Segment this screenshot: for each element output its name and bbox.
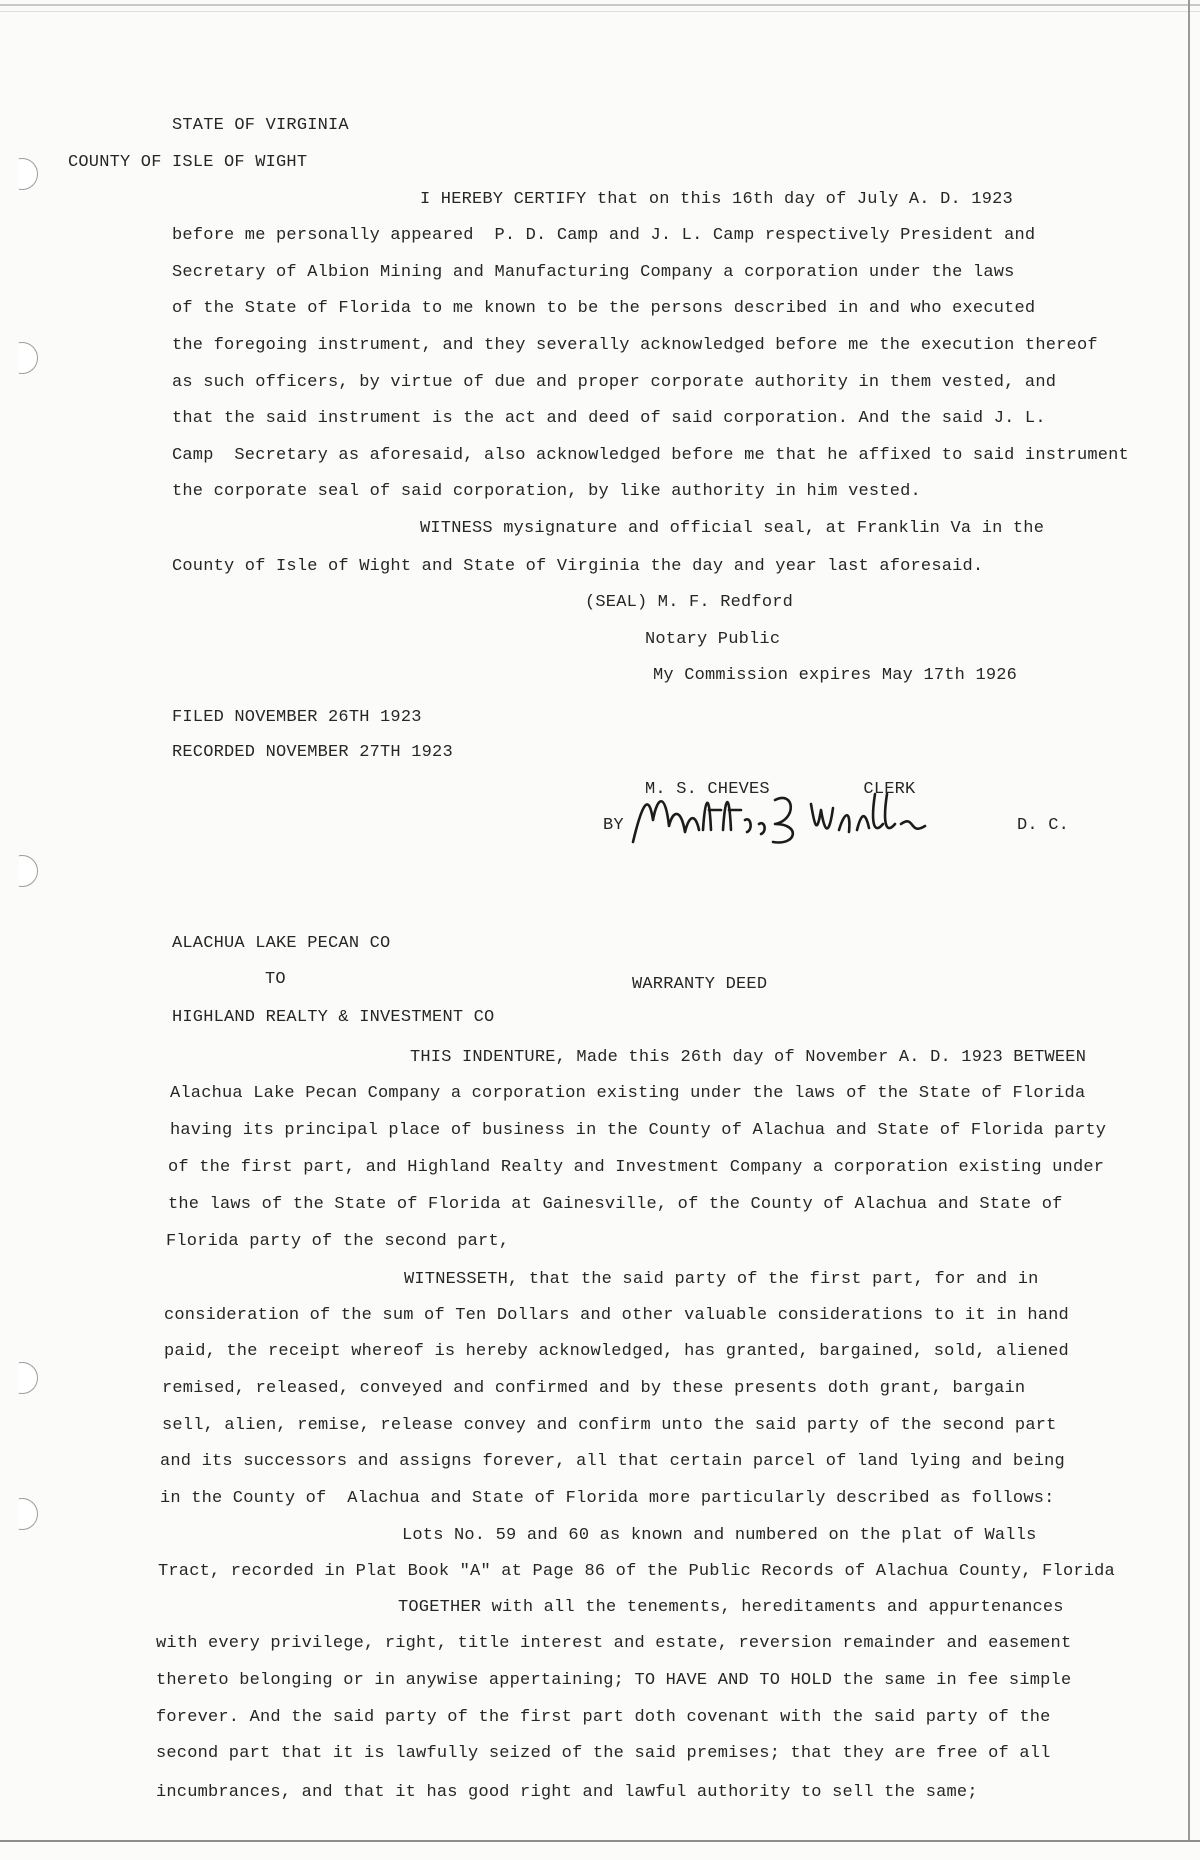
witness-line: WITNESS mysignature and official seal, at Franklin Va in the [420,519,1045,538]
deed-line: the laws of the State of Florida at Gainesville, of the County of Alachua and State of [168,1195,1063,1214]
clerk-name: M. S. CHEVES CLERK [645,780,916,799]
deed-line: remised, released, conveyed and confirmed and by these presents doth grant, bargain [162,1379,1026,1398]
certificate-line: Camp Secretary as aforesaid, also acknowledged before me that he affixed to said instrument [172,446,1129,465]
deed-type: WARRANTY DEED [632,975,768,994]
deed-line: Florida party of the second part, [166,1232,510,1251]
grantee-name: HIGHLAND REALTY & INVESTMENT CO [172,1008,495,1027]
binder-hole [6,1362,38,1394]
witnesseth-line: WITNESSETH, that the said party of the first part, for and in [404,1270,1039,1289]
certificate-line: that the said instrument is the act and deed of said corporation. And the said J. L. [172,409,1046,428]
clerk-signature [625,780,945,855]
county-heading: COUNTY OF ISLE OF WIGHT [68,153,308,172]
recorded-date: RECORDED NOVEMBER 27TH 1923 [172,743,453,762]
deed-line: paid, the receipt whereof is hereby acknowledged, has granted, bargained, sold, aliened [164,1342,1069,1361]
certificate-line: the corporate seal of said corporation, by like authority in him vested. [172,482,921,501]
page-top-edge [0,4,1200,6]
by-label: BY [603,816,624,835]
binder-hole [6,342,38,374]
notary-commission: My Commission expires May 17th 1926 [653,666,1018,685]
certificate-line: before me personally appeared P. D. Camp and J. L. Camp respectively President and [172,226,1036,245]
deed-line: THIS INDENTURE, Made this 26th day of November A. D. 1923 BETWEEN [410,1048,1087,1067]
deed-line: second part that it is lawfully seized of the said premises; that they are free of all [156,1744,1051,1763]
certificate-line: Secretary of Albion Mining and Manufacturing Company a corporation under the laws [172,263,1015,282]
deed-line: Alachua Lake Pecan Company a corporation existing under the laws of the State of Florida [170,1084,1086,1103]
certificate-line: as such officers, by virtue of due and proper corporate authority in them vested, and [172,373,1057,392]
binder-hole [6,1498,38,1530]
deed-line: thereto belonging or in anywise appertaining; TO HAVE AND TO HOLD the same in fee simple [156,1671,1072,1690]
property-description: Tract, recorded in Plat Book "A" at Page 86 of the Public Records of Alachua County, Florida [158,1562,1115,1581]
to-label: TO [265,970,286,989]
grantor-name: ALACHUA LAKE PECAN CO [172,934,391,953]
state-heading: STATE OF VIRGINIA [172,116,349,135]
filed-date: FILED NOVEMBER 26TH 1923 [172,708,422,727]
deed-line: in the County of Alachua and State of Florida more particularly described as follows: [160,1489,1055,1508]
binder-hole [6,158,38,190]
property-description: Lots No. 59 and 60 as known and numbered on the plat of Walls [402,1526,1037,1545]
certificate-line: the foregoing instrument, and they severally acknowledged before me the execution thereof [172,336,1098,355]
deed-line: sell, alien, remise, release convey and confirm unto the said party of the second part [162,1416,1057,1435]
page-top-edge-inner [0,11,1200,12]
deed-line: and its successors and assigns forever, all that certain parcel of land lying and being [160,1452,1065,1471]
deed-line: consideration of the sum of Ten Dollars and other valuable considerations to it in hand [164,1306,1069,1325]
notary-title: Notary Public [645,630,781,649]
deputy-clerk-label: D. C. [1017,816,1070,835]
deed-line: incumbrances, and that it has good right and lawful authority to sell the same; [156,1783,978,1802]
page-bottom-edge [0,1840,1200,1842]
deed-line: with every privilege, right, title interest and estate, reversion remainder and easement [156,1634,1072,1653]
certificate-line: I HEREBY CERTIFY that on this 16th day of July A. D. 1923 [420,190,1013,209]
deed-line: forever. And the said party of the first part doth covenant with the said party of the [156,1708,1051,1727]
notary-seal-line: (SEAL) M. F. Redford [585,593,794,612]
binder-hole [6,855,38,887]
page-right-edge [1188,0,1190,1840]
habendum-line: TOGETHER with all the tenements, hereditaments and appurtenances [398,1598,1064,1617]
deed-line: having its principal place of business in the County of Alachua and State of Florida party [170,1121,1107,1140]
certificate-line: of the State of Florida to me known to be the persons described in and who executed [172,299,1036,318]
certificate-line: County of Isle of Wight and State of Virginia the day and year last aforesaid. [172,557,984,576]
deed-line: of the first part, and Highland Realty and Investment Company a corporation existing under [168,1158,1105,1177]
